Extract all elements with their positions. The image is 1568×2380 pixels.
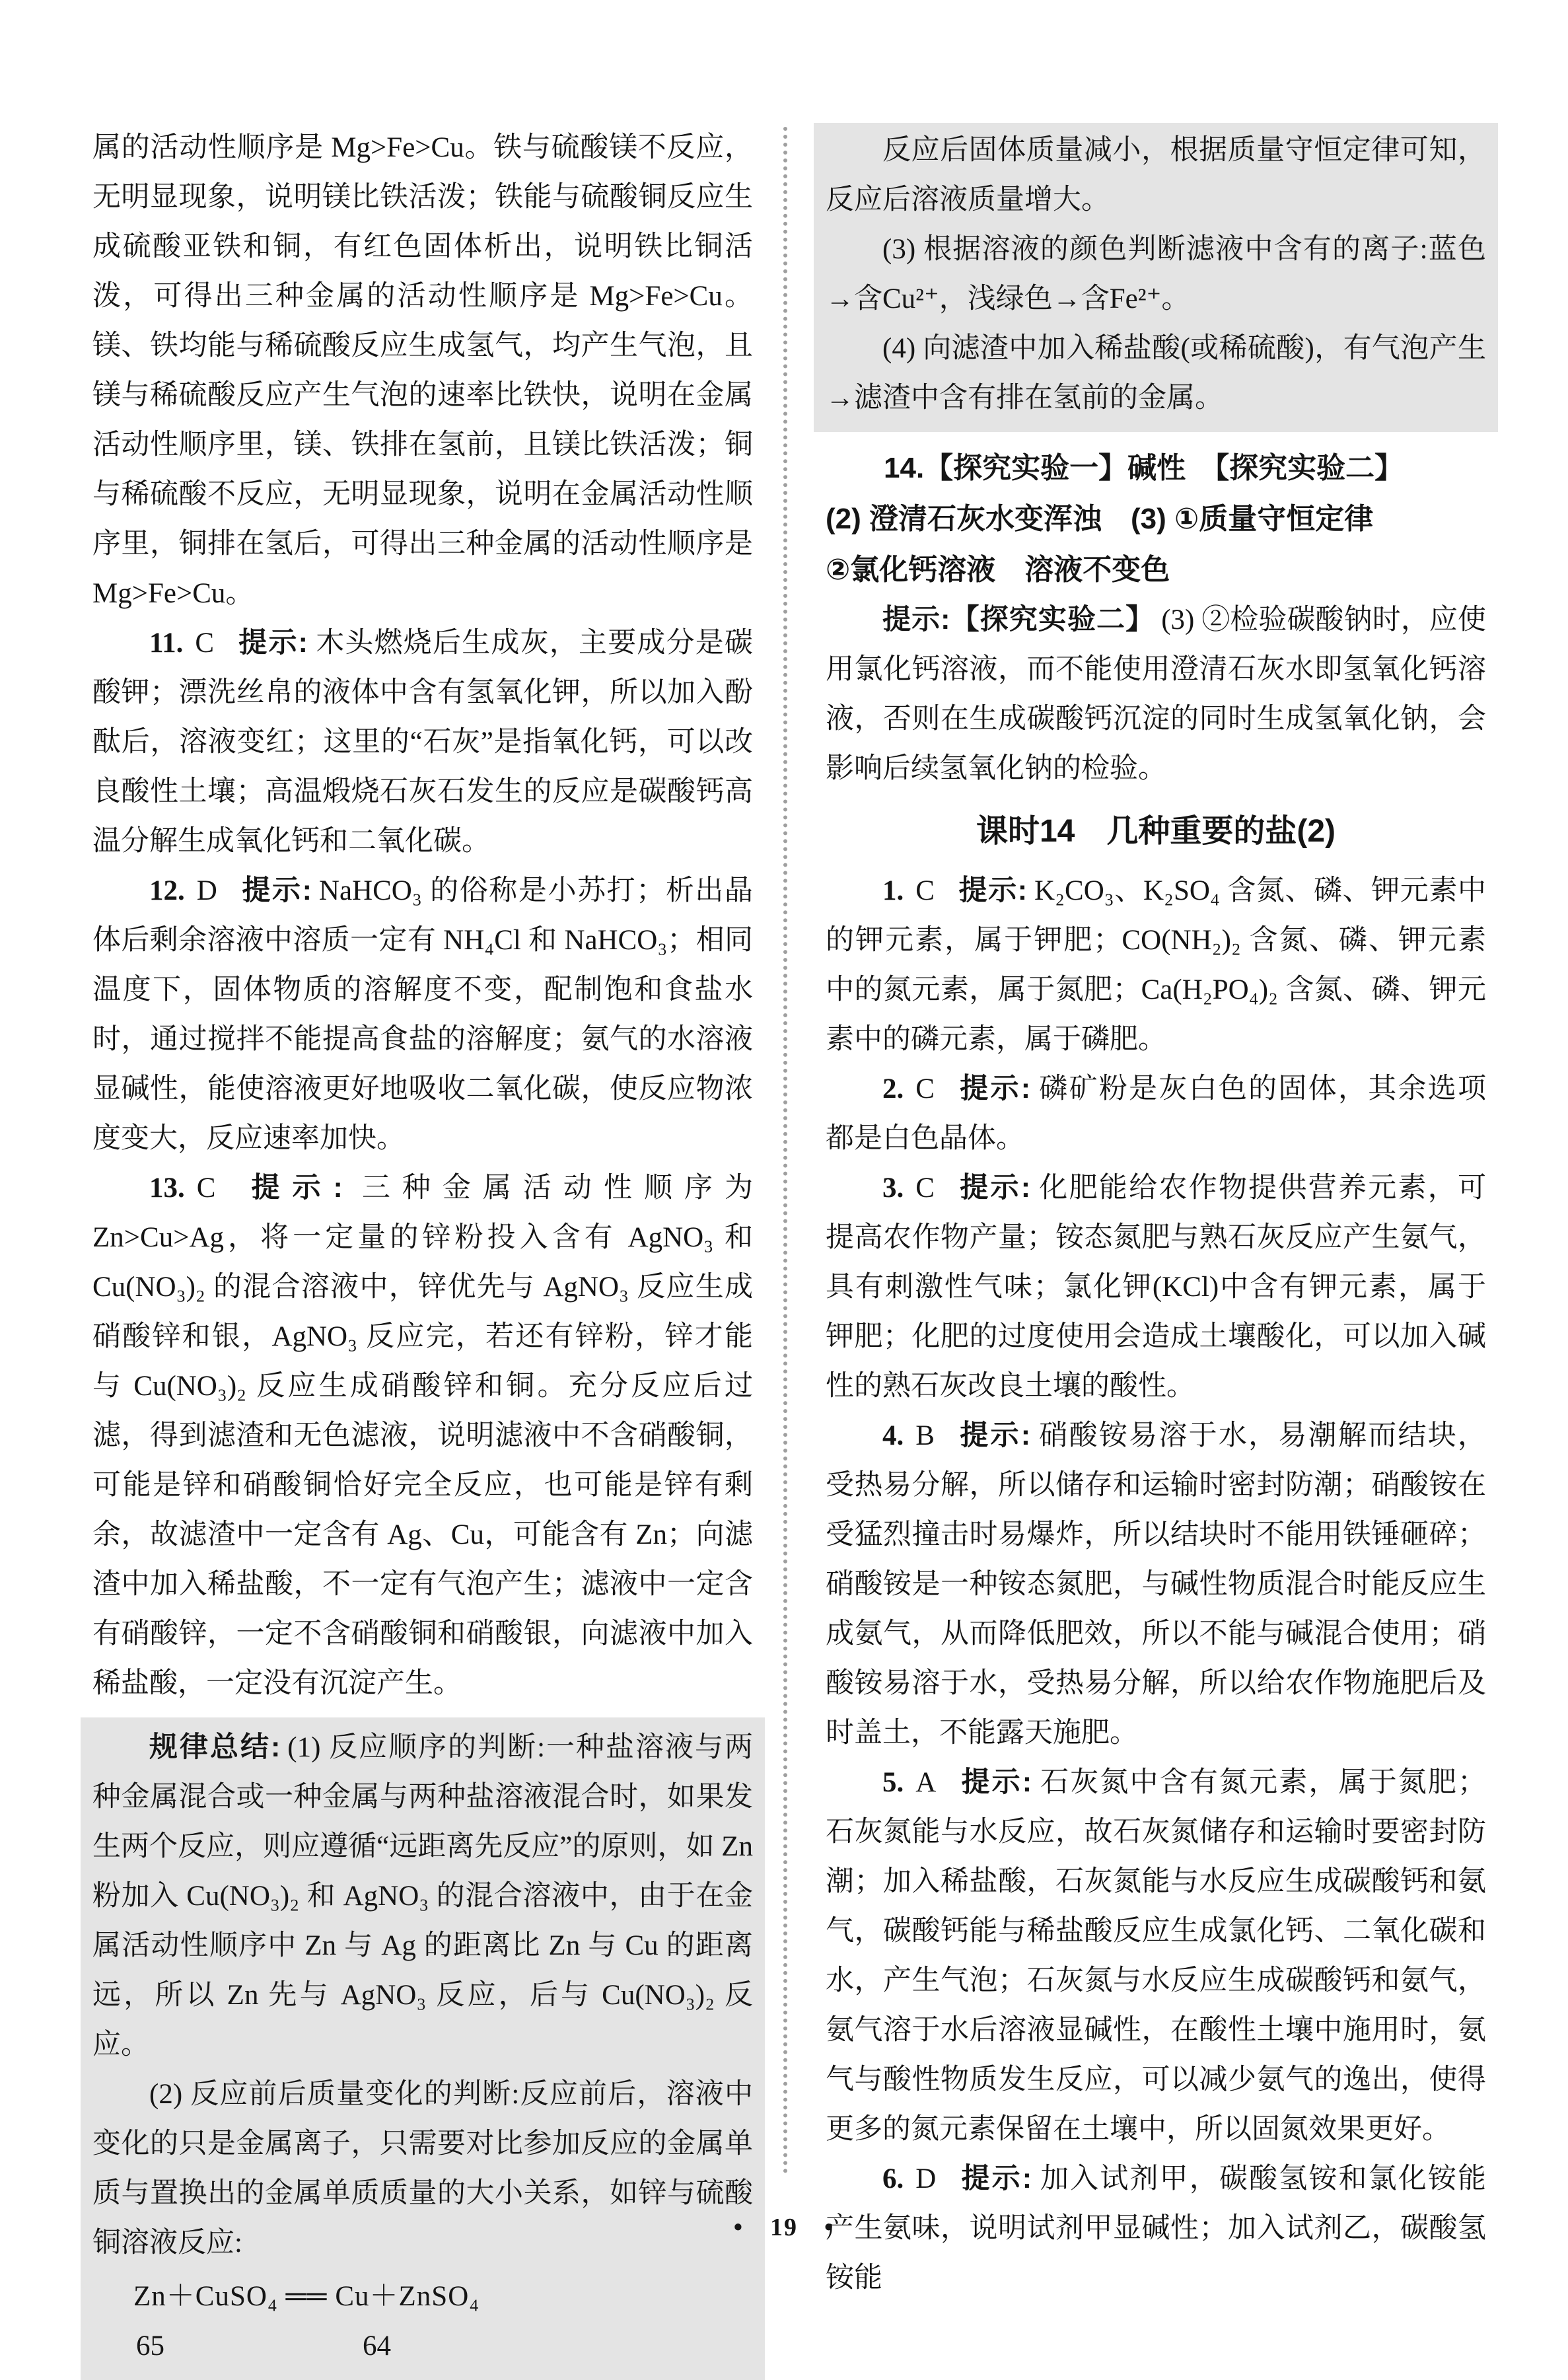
answer-item-1 xyxy=(826,866,1486,1064)
answer-item-2 xyxy=(826,1064,1486,1163)
box-paragraph-3: (4) 向滤渣中加入稀盐酸(或稀硫酸)，有气泡产生→滤渣中含有排在氢前的金属。 xyxy=(826,333,1486,414)
item-number: 1. xyxy=(882,875,904,906)
right-column xyxy=(826,123,1486,2303)
answer-item-11 xyxy=(92,618,753,866)
paragraph-metal-activity: 属的活动性顺序是 Mg>Fe>Cu。铁与硫酸镁不反应，无明显现象，说明镁比铁活泼；铁能与硫酸铜反应生成硫酸亚铁和铜，有红色固体析出，说明铁比铜活泼，可得出三种金属的活动性顺序是 Mg>Fe>Cu。镁、铁均能与稀硫酸反应生成氢气，均产生气泡，且镁与稀硫酸反应产生气泡的速率比铁快，说明在金属活动性顺序里，镁、铁排在氢前，且镁比铁活泼；铜与稀硫酸不反应，无明显现象，说明在金属活动性顺序里，铜排在氢后，可得出三种金属的活动性顺序是 Mg>Fe>Cu。 xyxy=(92,132,753,609)
rule-summary-paragraph-1 xyxy=(92,1723,753,2070)
item-number: 4. xyxy=(882,1420,904,1451)
hint-text: 三种金属活动性顺序为 Zn>Cu>Ag，将一定量的锌粉投入含有 AgNO₃ 和 Cu(NO₃)₂ 的混合溶液中，锌优先与 AgNO₃ 反应生成硝酸锌和银，AgNO₃ 反应完，若还有锌粉，锌才能与 Cu(NO₃)₂ 反应生成硝酸锌和铜。充分反应后过滤，得到滤渣和无色滤液，说明滤液中不含硝酸铜，可能是锌和硝酸铜恰好完全反应，也可能是锌有剩余，故滤渣中一定含有 Ag、Cu，可能含有 Zn；向滤渣中加入稀盐酸，不一定有气泡产生；滤液中一定含有硝酸锌，一定不含硝酸铜和硝酸银，向滤液中加入稀盐酸，一定没有沉淀产生。 xyxy=(92,1172,753,1699)
answer-item-12 xyxy=(92,866,753,1163)
item-number: 11. xyxy=(149,628,184,659)
hint-text: 化肥能给农作物提供营养元素，可提高农作物产量；铵态氮肥与熟石灰反应产生氨气，具有刺激性气味；氯化钾(KCl)中含有钾元素，属于钾肥；化肥的过度使用会造成土壤酸化，可以加入碱性的熟石灰改良土壤的酸性。 xyxy=(826,1172,1486,1402)
item-14-answer-line-3: ②氯化钙溶液 溶液不变色 xyxy=(826,554,1170,586)
molar-mass-cu: 64 xyxy=(363,2330,391,2362)
hint-text: 加入试剂甲，碳酸氢铵和氯化铵能产生氨味，说明试剂甲显碱性；加入试剂乙，碳酸氢铵能 xyxy=(826,2163,1486,2293)
hint-label: 提示: xyxy=(958,875,1028,906)
answer-item-5 xyxy=(826,1758,1486,2154)
hint-label: 提示: xyxy=(240,875,312,906)
hint-text: K₂CO₃、K₂SO₄ 含氮、磷、钾元素中的钾元素，属于钾肥；CO(NH₂)₂ 含氮、磷、钾元素中的氮元素，属于氮肥；Ca(H₂PO₄)₂ 含氮、磷、钾元素中的磷元素，属于磷肥。 xyxy=(826,875,1486,1055)
continued-summary-box xyxy=(814,123,1498,432)
answer-letter: C xyxy=(196,1172,216,1204)
answer-item-14 xyxy=(826,443,1486,793)
left-column xyxy=(92,123,753,2380)
box-paragraph-1: 反应后固体质量减小，根据质量守恒定律可知，反应后溶液质量增大。 xyxy=(826,135,1486,215)
answer-letter: A xyxy=(915,1767,937,1798)
rule-summary-box xyxy=(81,1717,765,2380)
hint-label: 提示: xyxy=(239,1172,343,1204)
answer-item-3 xyxy=(826,1163,1486,1411)
hint-label: 提示: xyxy=(238,627,308,659)
item-14-answer-line-1: 14.【探究实验一】碱性 【探究实验二】 xyxy=(884,452,1404,484)
section-heading-lesson-14: 课时14 几种重要的盐(2) xyxy=(976,814,1336,849)
answer-letter: B xyxy=(915,1420,935,1451)
item-number: 6. xyxy=(882,2163,904,2194)
chemical-equation: Zn＋CuSO₄ ══ Cu＋ZnSO₄ xyxy=(133,2281,480,2312)
page-number: • 19 • xyxy=(733,2214,835,2241)
answer-letter: D xyxy=(915,2163,937,2194)
answer-item-13 xyxy=(92,1163,753,1708)
hint-label: 提示: xyxy=(958,1172,1032,1204)
molar-mass-zn: 65 xyxy=(136,2330,164,2362)
rule-summary-text-1: (1) 反应顺序的判断:一种盐溶液与两种金属混合或一种金属与两种盐溶液混合时，如果发生两个反应，则应遵循“远距离先反应”的原则，如 Zn 粉加入 Cu(NO₃)₂ 和 AgNO₃ 的混合溶液中，由于在金属活动性顺序中 Zn 与 Ag 的距离比 Zn 与 Cu 的距离远，所以 Zn 先与 AgNO₃ 反应，后与 Cu(NO₃)₂ 反应。 xyxy=(92,1732,753,2060)
answer-letter: C xyxy=(915,875,935,906)
item-number: 3. xyxy=(882,1172,904,1204)
item-number: 13. xyxy=(149,1172,185,1204)
hint-text: 硝酸铵易溶于水，易潮解而结块，受热易分解，所以储存和运输时密封防潮；硝酸铵在受猛烈撞击时易爆炸，所以结块时不能用铁锤砸碎；硝酸铵是一种铵态氮肥，与碱性物质混合时能反应生成氨气，从而降低肥效，所以不能与碱混合使用；硝酸铵易溶于水，受热易分解，所以给农作物施肥后及时盖土，不能露天施肥。 xyxy=(826,1420,1486,1749)
molar-masses-row xyxy=(92,2321,753,2371)
hint-label: 提示: xyxy=(958,1073,1032,1104)
answer-item-4 xyxy=(826,1411,1486,1758)
hint-label: 提示: xyxy=(958,1420,1032,1451)
column-divider-line xyxy=(783,127,787,2175)
hint-label: 提示: xyxy=(960,2163,1033,2194)
item-number: 5. xyxy=(882,1767,904,1798)
box-paragraph-2: (3) 根据溶液的颜色判断滤液中含有的离子:蓝色→含Cu²⁺，浅绿色→含Fe²⁺。 xyxy=(826,234,1486,314)
item-14-answer-line-2: (2) 澄清石灰水变浑浊 (3) ①质量守恒定律 xyxy=(826,503,1374,535)
hint-text: 石灰氮中含有氮元素，属于氮肥；石灰氮能与水反应，故石灰氮储存和运输时要密封防潮；加入稀盐酸，石灰氮能与水反应生成碳酸钙和氨气，碳酸钙能与稀盐酸反应生成氯化钙、二氧化碳和水，产生气泡；石灰氮与水反应生成碳酸钙和氨气，氨气溶于水后溶液显碱性，在酸性土壤中施用时，氨气与酸性物质发生反应，可以减少氨气的逸出，使得更多的氮元素保留在土壤中，所以固氮效果更好。 xyxy=(826,1767,1486,2145)
item-number: 2. xyxy=(882,1073,904,1104)
hint-text: (3) ②检验碳酸钠时，应使用氯化钙溶液，而不能使用澄清石灰水即氢氧化钙溶液，否则在生成碳酸钙沉淀的同时生成氢氧化钠，会影响后续氢氧化钠的检验。 xyxy=(826,604,1486,784)
hint-text: 磷矿粉是灰白色的固体，其余选项都是白色晶体。 xyxy=(826,1073,1486,1154)
answer-letter: C xyxy=(915,1172,935,1204)
answer-letter: D xyxy=(196,875,217,906)
item-number: 12. xyxy=(149,875,185,906)
hint-label: 提示:【探究实验二】 xyxy=(882,604,1155,635)
rule-summary-label: 规律总结: xyxy=(149,1731,281,1763)
answer-letter: C xyxy=(195,628,215,659)
answer-letter: C xyxy=(915,1073,935,1104)
hint-label: 提示: xyxy=(960,1766,1033,1798)
rule-summary-text-2: (2) 反应前后质量变化的判断:反应前后，溶液中变化的只是金属离子，只需要对比参加反应的金属单质与置换出的金属单质质量的大小关系，如锌与硫酸铜溶液反应: xyxy=(92,2079,753,2258)
hint-text: 木头燃烧后生成灰，主要成分是碳酸钾；漂洗丝帛的液体中含有氢氧化钾，所以加入酚酞后，溶液变红；这里的“石灰”是指氧化钙，可以改良酸性土壤；高温煅烧石灰石发生的反应是碳酸钙高温分解生成氧化钙和二氧化碳。 xyxy=(92,628,753,857)
hint-text: NaHCO₃ 的俗称是小苏打；析出晶体后剩余溶液中溶质一定有 NH₄Cl 和 NaHCO₃；相同温度下，固体物质的溶解度不变，配制饱和食盐水时，通过搅拌不能提高食盐的溶解度；氨气的水溶液显碱性，能使溶液更好地吸收二氧化碳，使反应物浓度变大，反应速率加快。 xyxy=(92,875,753,1154)
item-14-hint xyxy=(826,595,1486,793)
